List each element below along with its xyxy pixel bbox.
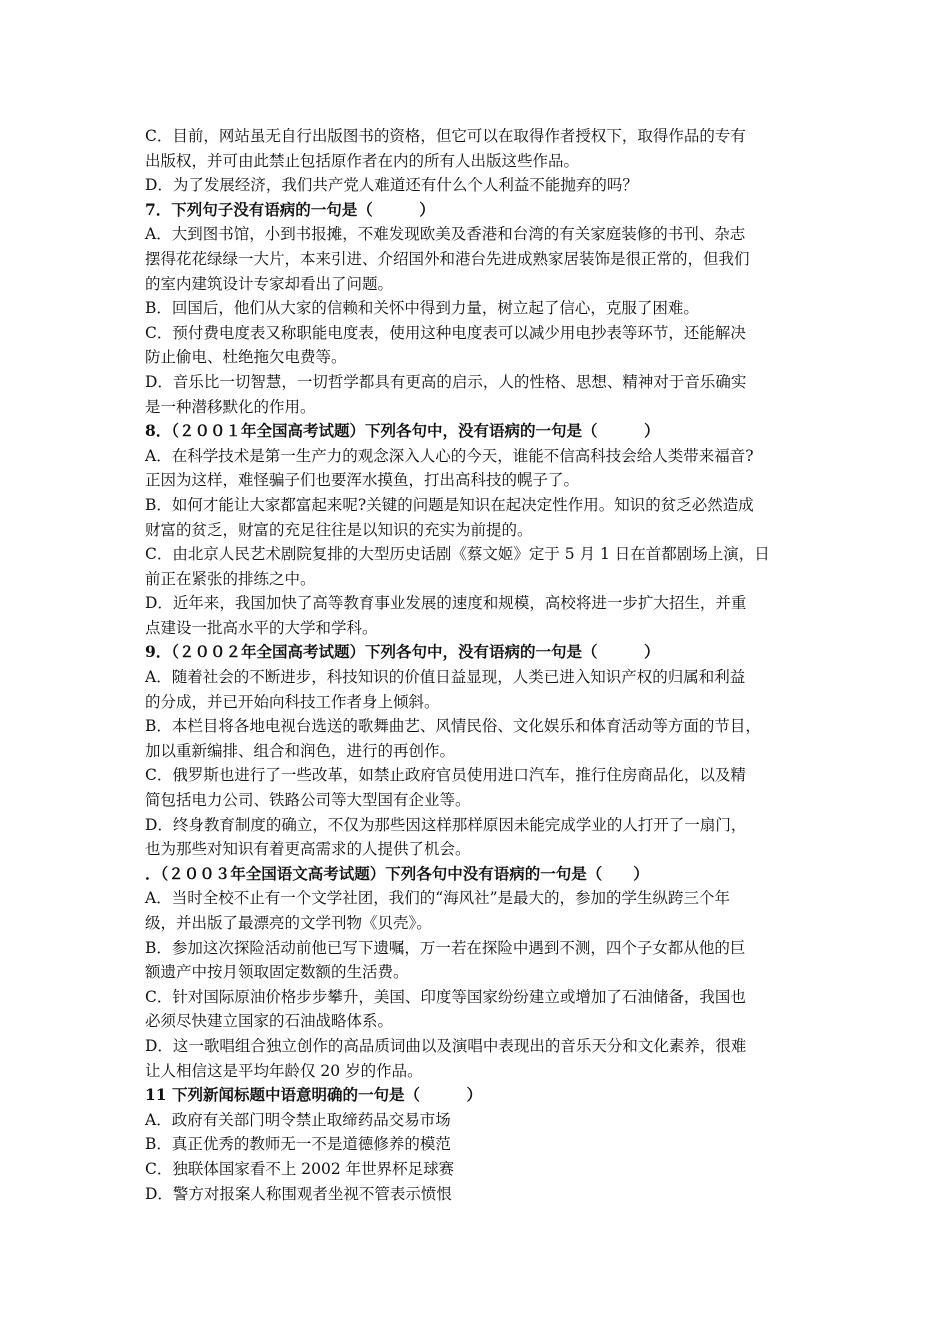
question-heading: 9．（２００２年全国高考试题）下列各句中，没有语病的一句是（ ） — [145, 642, 660, 662]
question-heading: 8．（２００１年全国高考试题）下列各句中，没有语病的一句是（ ） — [145, 421, 660, 441]
text-line: D．音乐比一切智慧，一切哲学都具有更高的启示，人的性格、思想、精神对于音乐确实 — [145, 372, 747, 391]
text-line: D．终身教育制度的确立，不仅为那些因这样那样原因未能完成学业的人打开了一扇门， — [145, 815, 747, 834]
text-line: 正因为这样，难怪骗子们也要浑水摸鱼，打出高科技的幌子了。 — [145, 471, 580, 490]
text-line: B．参加这次探险活动前他已写下遗嘱，万一若在探险中遇到不测，四个子女都从他的巨 — [145, 938, 746, 957]
text-line: 摆得花花绿绿一大片，本来引进、介绍国外和港台先进成熟家居装饰是很正常的，但我们 — [145, 249, 750, 268]
text-line: 是一种潜移默化的作用。 — [145, 397, 316, 416]
text-line: D．这一歌唱组合独立创作的高品质词曲以及演唱中表现出的音乐天分和文化素养，很难 — [145, 1036, 747, 1055]
text-line: C．目前，网站虽无自行出版图书的资格，但它可以在取得作者授权下，取得作品的专有 — [145, 127, 746, 145]
text-line: 必须尽快建立国家的石油战略体系。 — [145, 1012, 394, 1031]
text-line: 出版权，并可由此禁止包括原作者在内的所有人出版这些作品。 — [145, 151, 580, 170]
question-heading: 7．下列句子没有语病的一句是（ ） — [145, 199, 435, 219]
text-line: A．随着社会的不断进步，科技知识的价值日益显现，人类已进入知识产权的归属和利益 — [145, 668, 746, 687]
text-line: 前正在紧张的排练之中。 — [145, 569, 316, 588]
document-page — [145, 124, 820, 1206]
text-line: B．真正优秀的教师无一不是道德修养的模范 — [145, 1135, 451, 1154]
text-line: 点建设一批高水平的大学和学科。 — [145, 618, 378, 637]
text-line: B．回国后，他们从大家的信赖和关怀中得到力量，树立起了信心，克服了困难。 — [145, 299, 699, 318]
question-heading: 11 下列新闻标题中语意明确的一句是（ ） — [145, 1085, 482, 1105]
text-line: 加以重新编排、组合和润色，进行的再创作。 — [145, 741, 456, 760]
text-line: C．预付费电度表又称职能电度表，使用这种电度表可以减少用电抄表等环节，还能解决 — [145, 323, 746, 342]
text-line: 额遗产中按月领取固定数额的生活费。 — [145, 963, 409, 982]
text-line: 简包括电力公司、铁路公司等大型国有企业等。 — [145, 791, 471, 810]
text-line: B．如何才能让大家都富起来呢?关键的问题是知识在起决定性作用。知识的贫乏必然造成 — [145, 495, 754, 514]
text-line: A．政府有关部门明令禁止取缔药品交易市场 — [145, 1110, 451, 1129]
text-line: 防止偷电、杜绝拖欠电费等。 — [145, 348, 347, 367]
text-line: 让人相信这是平均年龄仅 20 岁的作品。 — [145, 1061, 423, 1080]
text-line: C．由北京人民艺术剧院复排的大型历史话剧《蔡文姬》定于 5 月 1 日在首都剧场上演，日 — [145, 545, 770, 564]
text-line: 的分成，并已开始向科技工作者身上倾斜。 — [145, 692, 440, 711]
text-line: 财富的贫乏，财富的充足往往是以知识的充实为前提的。 — [145, 520, 533, 539]
text-line: C．独联体国家看不上 2002 年世界杯足球赛 — [145, 1159, 455, 1178]
text-line: 级，并出版了最漂亮的文学刊物《贝壳》。 — [145, 914, 432, 932]
text-line: 也为那些对知识有着更高需求的人提供了机会。 — [145, 840, 471, 859]
text-line: A．大到图书馆，小到书报摊，不难发现欧美及香港和台湾的有关家庭装修的书刊、杂志 — [145, 225, 746, 244]
text-line: C．针对国际原油价格步步攀升，美国、印度等国家纷纷建立或增加了石油储备，我国也 — [145, 987, 746, 1006]
text-line: D．近年来，我国加快了高等教育事业发展的速度和规模，高校将进一步扩大招生，并重 — [145, 594, 747, 613]
question-heading: ．（２００３年全国语文高考试题）下列各句中没有语病的一句是（ ） — [145, 863, 649, 883]
text-line: B．本栏目将各地电视台选送的歌舞曲艺、风情民俗、文化娱乐和体育活动等方面的节目， — [145, 717, 761, 736]
text-line: D．警方对报案人称围观者坐视不管表示愤恨 — [145, 1184, 452, 1203]
text-line: A．在科学技术是第一生产力的观念深入人心的今天，谁能不信高科技会给人类带来福音? — [145, 446, 754, 465]
text-line: 的室内建筑设计专家却看出了问题。 — [145, 274, 394, 293]
text-line: A．当时全校不止有一个文学社团，我们的“海风社”是最大的，参加的学生纵跨三个年 — [145, 889, 731, 908]
text-line: C．俄罗斯也进行了一些改革，如禁止政府官员使用进口汽车，推行住房商品化，以及精 — [145, 766, 746, 785]
text-line: D．为了发展经济，我们共产党人难道还有什么个人利益不能抛弃的吗？ — [145, 176, 638, 195]
